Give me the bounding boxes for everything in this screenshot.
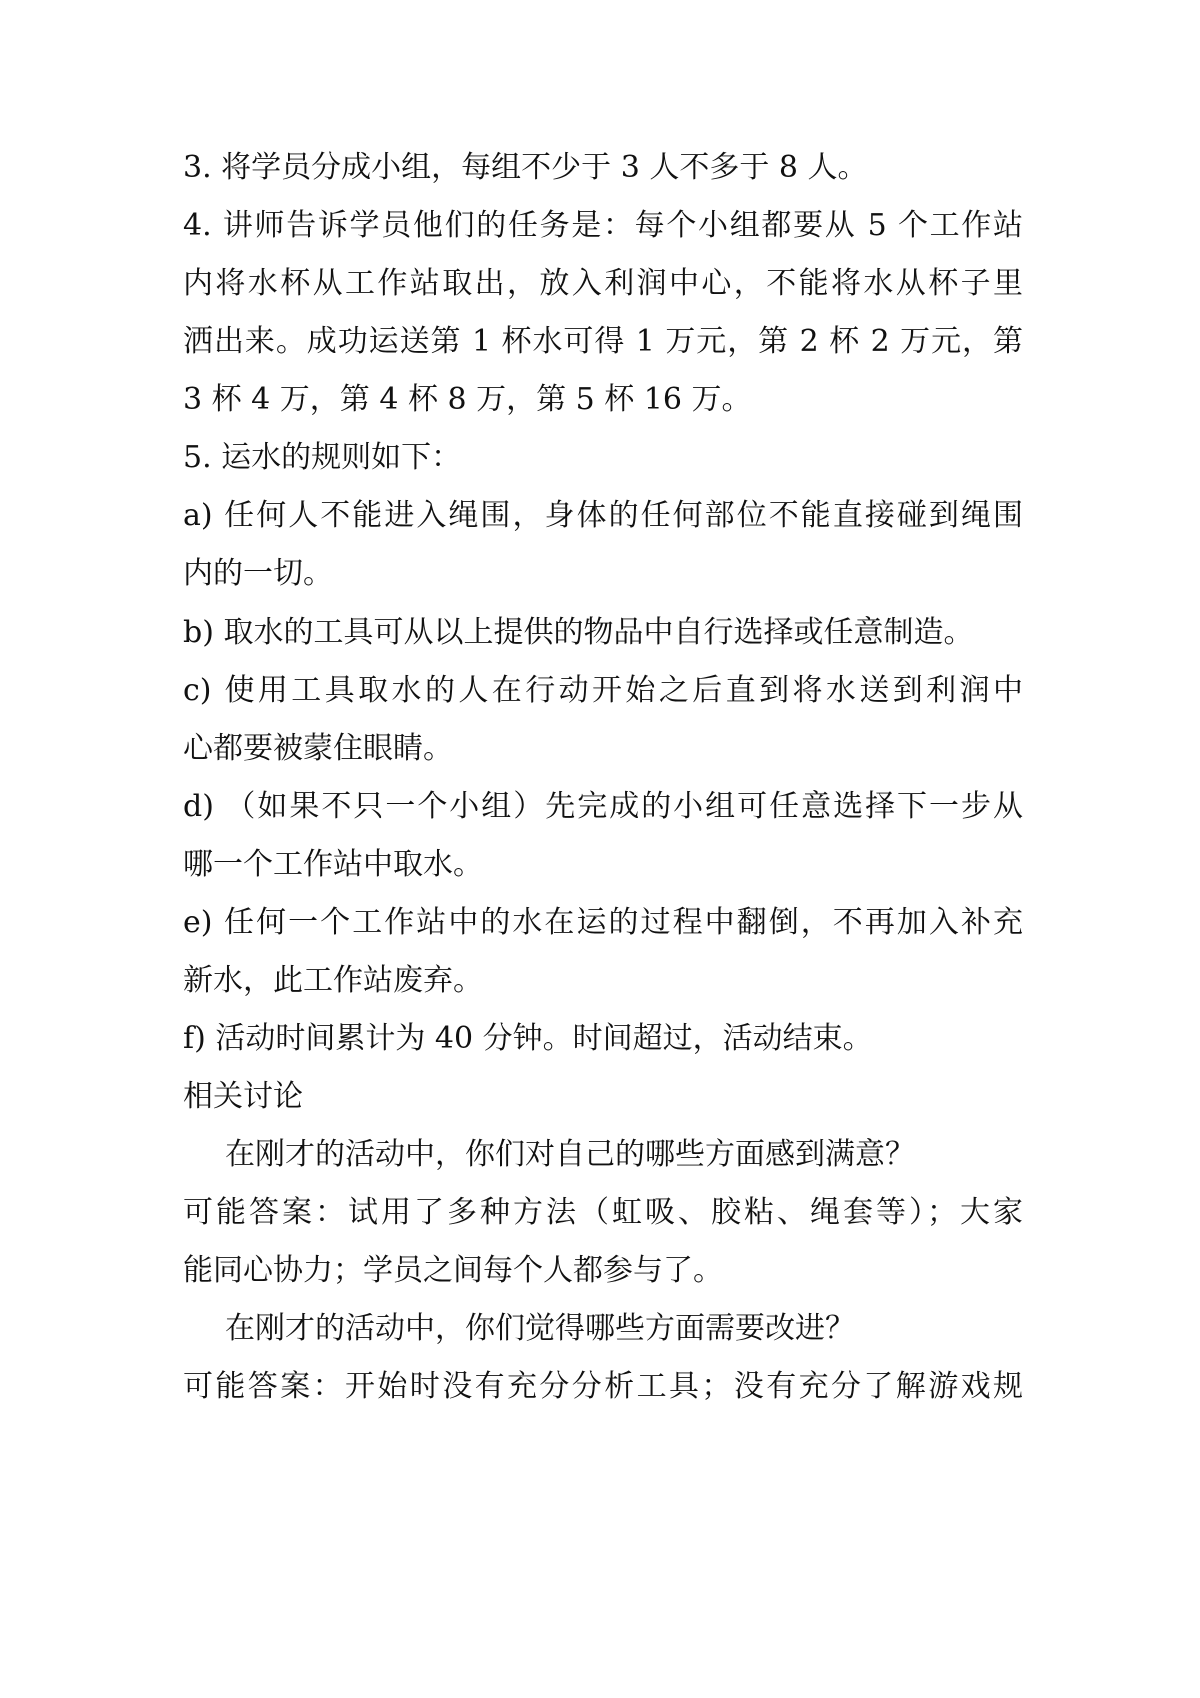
rule-c-line-2: 心都要被蒙住眼睛。: [183, 731, 453, 766]
rule-d-line-2: 哪一个工作站中取水。: [183, 847, 483, 882]
rule-d-line-1: d) （如果不只一个小组）先完成的小组可任意选择下一步从: [183, 789, 1023, 824]
step-4-line-4: 3 杯 4 万，第 4 杯 8 万，第 5 杯 16 万。: [183, 382, 752, 417]
section-heading: 相关讨论: [183, 1079, 303, 1114]
answer-2-line-1: 可能答案：开始时没有充分分析工具；没有充分了解游戏规: [183, 1369, 1023, 1404]
question-2: 在刚才的活动中，你们觉得哪些方面需要改进？: [225, 1311, 855, 1346]
rule-f-line: f) 活动时间累计为 40 分钟。时间超过，活动结束。: [183, 1021, 873, 1056]
rule-e-line-1: e) 任何一个工作站中的水在运的过程中翻倒，不再加入补充: [183, 905, 1023, 940]
step-3-line: 3. 将学员分成小组，每组不少于 3 人不多于 8 人。: [183, 150, 868, 185]
step-4-line-2: 内将水杯从工作站取出，放入利润中心，不能将水从杯子里: [183, 266, 1023, 301]
rule-a-line-2: 内的一切。: [183, 556, 333, 591]
answer-1-line-1: 可能答案：试用了多种方法（虹吸、胶粘、绳套等）；大家: [183, 1195, 1023, 1230]
rule-e-line-2: 新水，此工作站废弃。: [183, 963, 483, 998]
rule-a-line-1: a) 任何人不能进入绳围，身体的任何部位不能直接碰到绳围: [183, 498, 1023, 533]
answer-1-line-2: 能同心协力；学员之间每个人都参与了。: [183, 1253, 723, 1288]
question-1: 在刚才的活动中，你们对自己的哪些方面感到满意？: [225, 1137, 915, 1172]
rule-b-line: b) 取水的工具可从以上提供的物品中自行选择或任意制造。: [183, 615, 974, 650]
step-4-line-1: 4. 讲师告诉学员他们的任务是：每个小组都要从 5 个工作站: [183, 208, 1023, 243]
step-5-line: 5. 运水的规则如下：: [183, 440, 462, 475]
rule-c-line-1: c) 使用工具取水的人在行动开始之后直到将水送到利润中: [183, 673, 1023, 708]
step-4-line-3: 洒出来。成功运送第 1 杯水可得 1 万元，第 2 杯 2 万元，第: [183, 324, 1023, 359]
